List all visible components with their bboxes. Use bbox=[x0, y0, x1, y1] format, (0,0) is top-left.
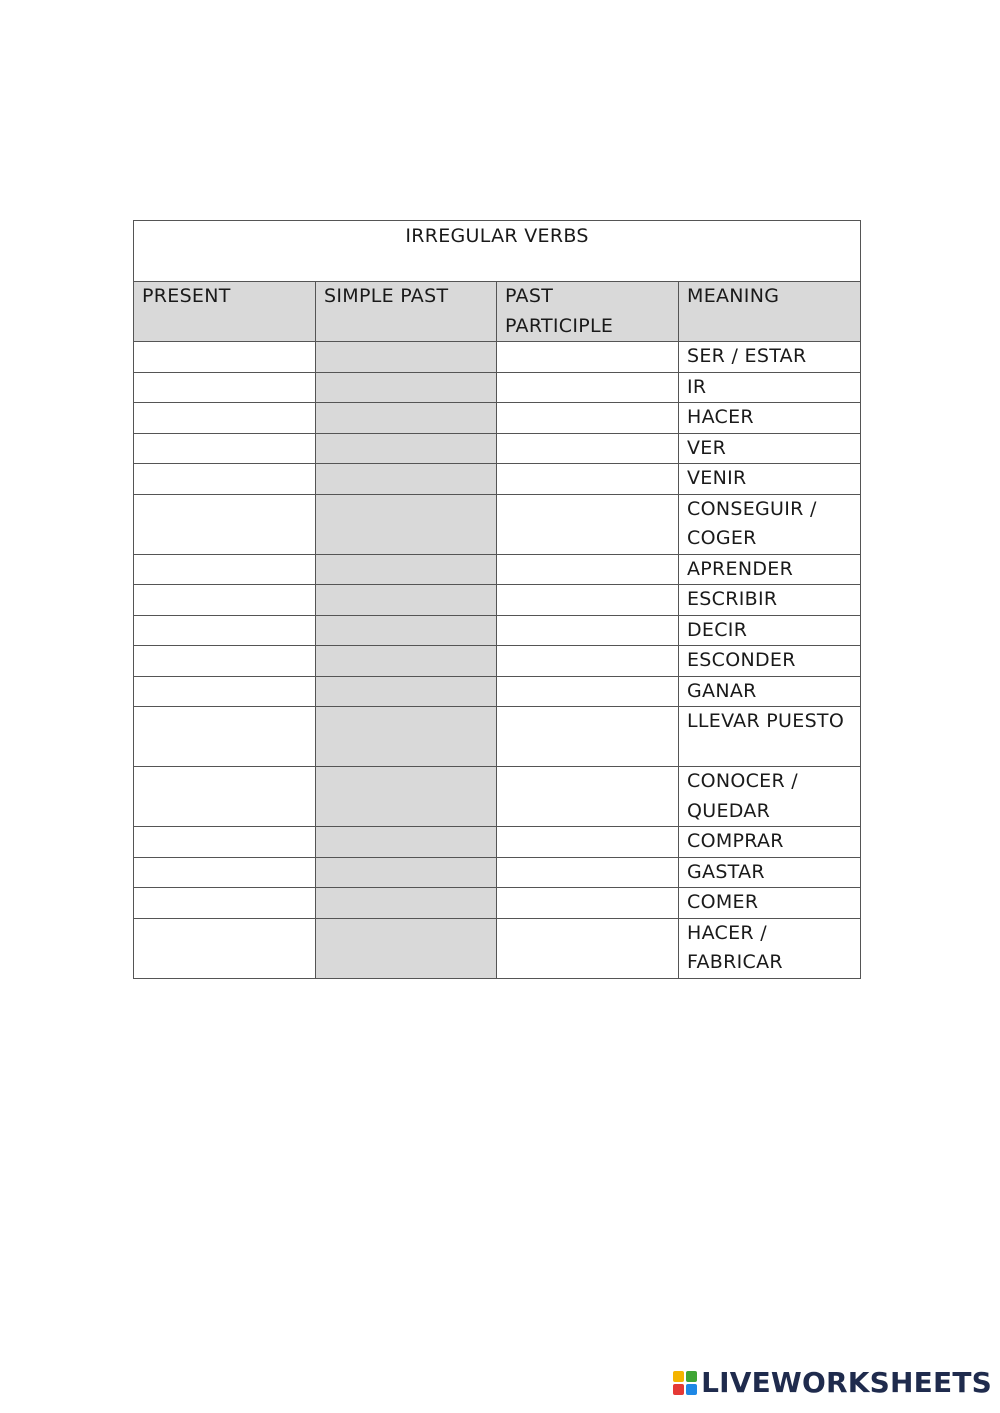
table-row bbox=[134, 857, 861, 888]
meaning-cell: HACER / FABRICAR bbox=[679, 918, 861, 978]
simple-past-answer-cell[interactable] bbox=[316, 827, 497, 858]
present-answer-cell[interactable] bbox=[134, 464, 316, 495]
meaning-cell: VENIR bbox=[679, 464, 861, 495]
past-participle-answer-cell[interactable] bbox=[497, 676, 679, 707]
irregular-verbs-worksheet bbox=[133, 220, 860, 979]
present-answer-cell[interactable] bbox=[134, 857, 316, 888]
table-row bbox=[134, 676, 861, 707]
present-answer-cell[interactable] bbox=[134, 615, 316, 646]
table-row bbox=[134, 827, 861, 858]
past-participle-answer-cell[interactable] bbox=[497, 342, 679, 373]
past-participle-answer-cell[interactable] bbox=[497, 403, 679, 434]
meaning-cell: COMPRAR bbox=[679, 827, 861, 858]
simple-past-answer-cell[interactable] bbox=[316, 372, 497, 403]
present-answer-cell[interactable] bbox=[134, 888, 316, 919]
simple-past-answer-cell[interactable] bbox=[316, 554, 497, 585]
meaning-cell: IR bbox=[679, 372, 861, 403]
column-header-meaning: MEANING bbox=[679, 282, 861, 342]
table-title: IRREGULAR VERBS bbox=[134, 221, 861, 282]
simple-past-answer-cell[interactable] bbox=[316, 585, 497, 616]
meaning-cell: VER bbox=[679, 433, 861, 464]
table-row bbox=[134, 403, 861, 434]
meaning-cell: LLEVAR PUESTO bbox=[679, 707, 861, 767]
table-row bbox=[134, 646, 861, 677]
liveworksheets-logo-icon bbox=[673, 1371, 697, 1395]
past-participle-answer-cell[interactable] bbox=[497, 888, 679, 919]
table-row bbox=[134, 615, 861, 646]
table-row bbox=[134, 707, 861, 767]
present-answer-cell[interactable] bbox=[134, 827, 316, 858]
column-header-present: PRESENT bbox=[134, 282, 316, 342]
present-answer-cell[interactable] bbox=[134, 918, 316, 978]
table-row bbox=[134, 464, 861, 495]
simple-past-answer-cell[interactable] bbox=[316, 342, 497, 373]
present-answer-cell[interactable] bbox=[134, 433, 316, 464]
simple-past-answer-cell[interactable] bbox=[316, 888, 497, 919]
present-answer-cell[interactable] bbox=[134, 494, 316, 554]
past-participle-answer-cell[interactable] bbox=[497, 494, 679, 554]
meaning-cell: APRENDER bbox=[679, 554, 861, 585]
present-answer-cell[interactable] bbox=[134, 372, 316, 403]
past-participle-answer-cell[interactable] bbox=[497, 554, 679, 585]
table-row bbox=[134, 372, 861, 403]
meaning-cell: GANAR bbox=[679, 676, 861, 707]
simple-past-answer-cell[interactable] bbox=[316, 918, 497, 978]
table-row bbox=[134, 342, 861, 373]
present-answer-cell[interactable] bbox=[134, 676, 316, 707]
past-participle-answer-cell[interactable] bbox=[497, 767, 679, 827]
table-row bbox=[134, 918, 861, 978]
past-participle-answer-cell[interactable] bbox=[497, 707, 679, 767]
past-participle-answer-cell[interactable] bbox=[497, 646, 679, 677]
past-participle-answer-cell[interactable] bbox=[497, 615, 679, 646]
meaning-cell: HACER bbox=[679, 403, 861, 434]
meaning-cell: ESCONDER bbox=[679, 646, 861, 677]
past-participle-answer-cell[interactable] bbox=[497, 585, 679, 616]
past-participle-answer-cell[interactable] bbox=[497, 918, 679, 978]
past-participle-answer-cell[interactable] bbox=[497, 464, 679, 495]
simple-past-answer-cell[interactable] bbox=[316, 676, 497, 707]
table-row bbox=[134, 554, 861, 585]
header-row bbox=[134, 282, 861, 342]
present-answer-cell[interactable] bbox=[134, 707, 316, 767]
past-participle-answer-cell[interactable] bbox=[497, 827, 679, 858]
meaning-cell: CONSEGUIR / COGER bbox=[679, 494, 861, 554]
table-row bbox=[134, 767, 861, 827]
meaning-cell: COMER bbox=[679, 888, 861, 919]
simple-past-answer-cell[interactable] bbox=[316, 646, 497, 677]
simple-past-answer-cell[interactable] bbox=[316, 403, 497, 434]
past-participle-answer-cell[interactable] bbox=[497, 857, 679, 888]
meaning-cell: DECIR bbox=[679, 615, 861, 646]
past-participle-answer-cell[interactable] bbox=[497, 433, 679, 464]
simple-past-answer-cell[interactable] bbox=[316, 707, 497, 767]
present-answer-cell[interactable] bbox=[134, 403, 316, 434]
verbs-table bbox=[133, 220, 861, 979]
table-row bbox=[134, 494, 861, 554]
table-row bbox=[134, 433, 861, 464]
past-participle-answer-cell[interactable] bbox=[497, 372, 679, 403]
simple-past-answer-cell[interactable] bbox=[316, 615, 497, 646]
meaning-cell: SER / ESTAR bbox=[679, 342, 861, 373]
meaning-cell: ESCRIBIR bbox=[679, 585, 861, 616]
present-answer-cell[interactable] bbox=[134, 342, 316, 373]
simple-past-answer-cell[interactable] bbox=[316, 433, 497, 464]
meaning-cell: GASTAR bbox=[679, 857, 861, 888]
meaning-cell: CONOCER / QUEDAR bbox=[679, 767, 861, 827]
table-row bbox=[134, 585, 861, 616]
present-answer-cell[interactable] bbox=[134, 767, 316, 827]
simple-past-answer-cell[interactable] bbox=[316, 767, 497, 827]
simple-past-answer-cell[interactable] bbox=[316, 494, 497, 554]
present-answer-cell[interactable] bbox=[134, 554, 316, 585]
liveworksheets-logo bbox=[673, 1366, 992, 1399]
present-answer-cell[interactable] bbox=[134, 646, 316, 677]
table-row bbox=[134, 888, 861, 919]
simple-past-answer-cell[interactable] bbox=[316, 464, 497, 495]
brand-name: LIVEWORKSHEETS bbox=[701, 1366, 992, 1399]
column-header-past-participle: PAST PARTICIPLE bbox=[497, 282, 679, 342]
simple-past-answer-cell[interactable] bbox=[316, 857, 497, 888]
present-answer-cell[interactable] bbox=[134, 585, 316, 616]
column-header-simple-past: SIMPLE PAST bbox=[316, 282, 497, 342]
